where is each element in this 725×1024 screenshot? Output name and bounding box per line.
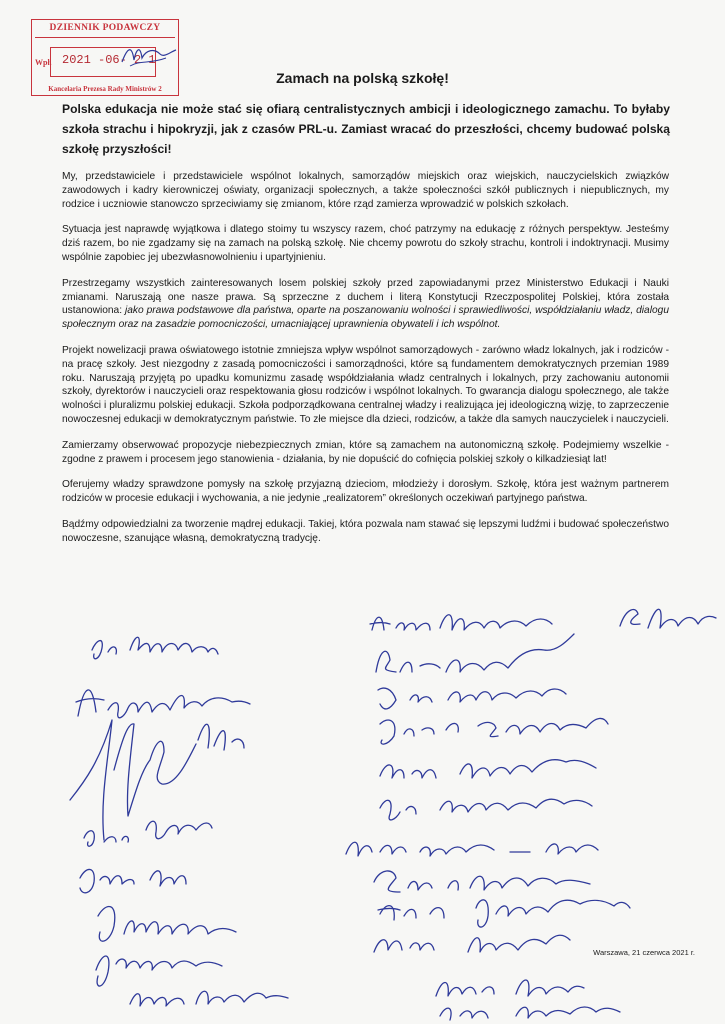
lead-paragraph: Polska edukacja nie może stać się ofiarą centralistycznych ambicji i ideologicznego zamachu. To byłaby szkoła strachu i hipokryzji, jak z czasów PRL-u. Zamiast wracać do przeszłości, chcemy budować polską szkołę przyszłości!	[62, 102, 670, 156]
signature-left-2	[76, 690, 250, 718]
paragraph-6: Oferujemy władzy sprawdzone pomysły na szkołę przyjazną dzieciom, młodzieży i dorosłym. Szkołę, która jest ważnym partnerem rodziców w procesie edukacji i wychowania, a nie jedynie „realizatorem” określonych oczekiwań partyjnego państwa.	[62, 479, 669, 505]
paragraph-2: Sytuacja jest naprawdę wyjątkowa i dlatego stoimy tu wszyscy razem, choć patrzymy na edukację z różnych perspektyw. Jesteśmy dziś razem, bo nie zgadzamy się na zamach na polską szkołę. Nie chcemy powrotu do szkoły strachu, kontroli i indoktrynacji. Musimy wspólnie zapobiec jej ubezwłasnowolnieniu i upartyjnieniu.	[62, 224, 669, 263]
signature-left-3	[70, 720, 244, 840]
stamp-title: DZIENNIK PODAWCZY	[49, 23, 161, 33]
signature-right-6	[380, 760, 596, 778]
signature-right-10	[378, 900, 630, 927]
paragraph-1: My, przedstawiciele i przedstawiciele wspólnot lokalnych, samorządów miejskich oraz wiejskich, nauczycielskich związków zawodowych i kadry kierowniczej oświaty, organizacji społecznych, a także społeczności szkół publicznych i niepublicznych, my rodzice i uczniowie stanowczo sprzeciwiamy się zmianom, które rząd zamierza wprowadzić w polskich szkołach.	[62, 171, 669, 210]
signature-right-5	[380, 718, 608, 744]
signature-right-9	[374, 871, 590, 892]
signature-right-3	[376, 634, 574, 672]
paragraph-5: Zamierzamy obserwować propozycje niebezpiecznych zmian, które są zamachem na autonomiczną szkołę. Podejmiemy wszelkie - zgodne z prawem i procesem jego stanowienia - działania, by nie dopuścić do cofnięcia polskiej szkoły o kilkadziesiąt lat!	[62, 439, 669, 465]
signature-left-6	[98, 907, 236, 942]
signature-right-13	[440, 1007, 620, 1020]
signature-left-1	[92, 637, 218, 659]
paragraph-3-text: Przestrzegamy wszystkich zainteresowanych losem polskiej szkoły przed zapowiadanymi przez Ministerstwo Edukacji i Nauki zmianami. Naruszają one nasze prawa. Są sprzeczne z duchem i literą Konstytucji Rzeczpospolitej Polskiej, która została ustanowiona:	[62, 277, 669, 317]
signature-left-8	[130, 991, 288, 1006]
signature-left-5	[80, 869, 186, 892]
constitution-quote: jako prawa podstawowe dla państwa, oparte na poszanowaniu wolności i sprawiedliwości, współdziałaniu władz, dialogu społecznym oraz na zasadzie pomocniczości, umacniającej uprawnienia obywateli i ich wspólnot.	[62, 305, 669, 331]
place-and-date: Warszawa, 21 czerwca 2021 r.	[593, 948, 695, 957]
signature-right-12	[436, 980, 584, 996]
signature-right-8	[346, 842, 598, 856]
paragraph-4: Projekt nowelizacji prawa oświatowego istotnie zmniejsza wpływ wspólnot samorządowych - zarówno władz lokalnych, jak i rodziców - na pracę szkoły. Jest niezgodny z zasadą pomocniczości i samorządności, które są fundamentem demokratycznych przemian 1989 roku. Naruszają przyjętą po upadku komunizmu zasadę współdziałania władz centralnych i lokalnych, przy zachowaniu autonomii szkoły, dyrektorów i nauczycieli oraz respektowania głosu rodziców i wspólnot lokalnych. To gwarancja dialogu społecznego, ale także wolności i pluralizmu polskiej edukacji. Szkoła podporządkowana centralnej władzy i realizująca jej ideologiczną wizję, to zaprzeczenie nowoczesnej edukacji w demokratycznym państwie. To złe miejsce dla dzieci, rodziców, a także dla samych nauczycielek i nauczycieli.	[62, 344, 669, 425]
stamp-date: 2021 -06- 2 1	[62, 53, 156, 67]
signature-right-2	[620, 609, 716, 628]
signature-right-7	[380, 799, 592, 820]
signature-right-1	[370, 615, 552, 630]
document-title: Zamach na polską szkołę!	[276, 70, 449, 86]
stamp-office-name: Kancelaria Prezesa Rady Ministrów 2	[48, 85, 162, 93]
signature-right-4	[378, 688, 566, 709]
stamp-received-label: Wpł.	[35, 58, 52, 67]
signature-left-7	[96, 956, 222, 986]
paragraph-7: Bądźmy odpowiedzialni za tworzenie mądrej edukacji. Takiej, która pozwala nam stawać się lepszymi ludźmi i budować społeczeństwo nowoczesne, szanujące własną, demokratyczną tradycję.	[62, 518, 669, 544]
